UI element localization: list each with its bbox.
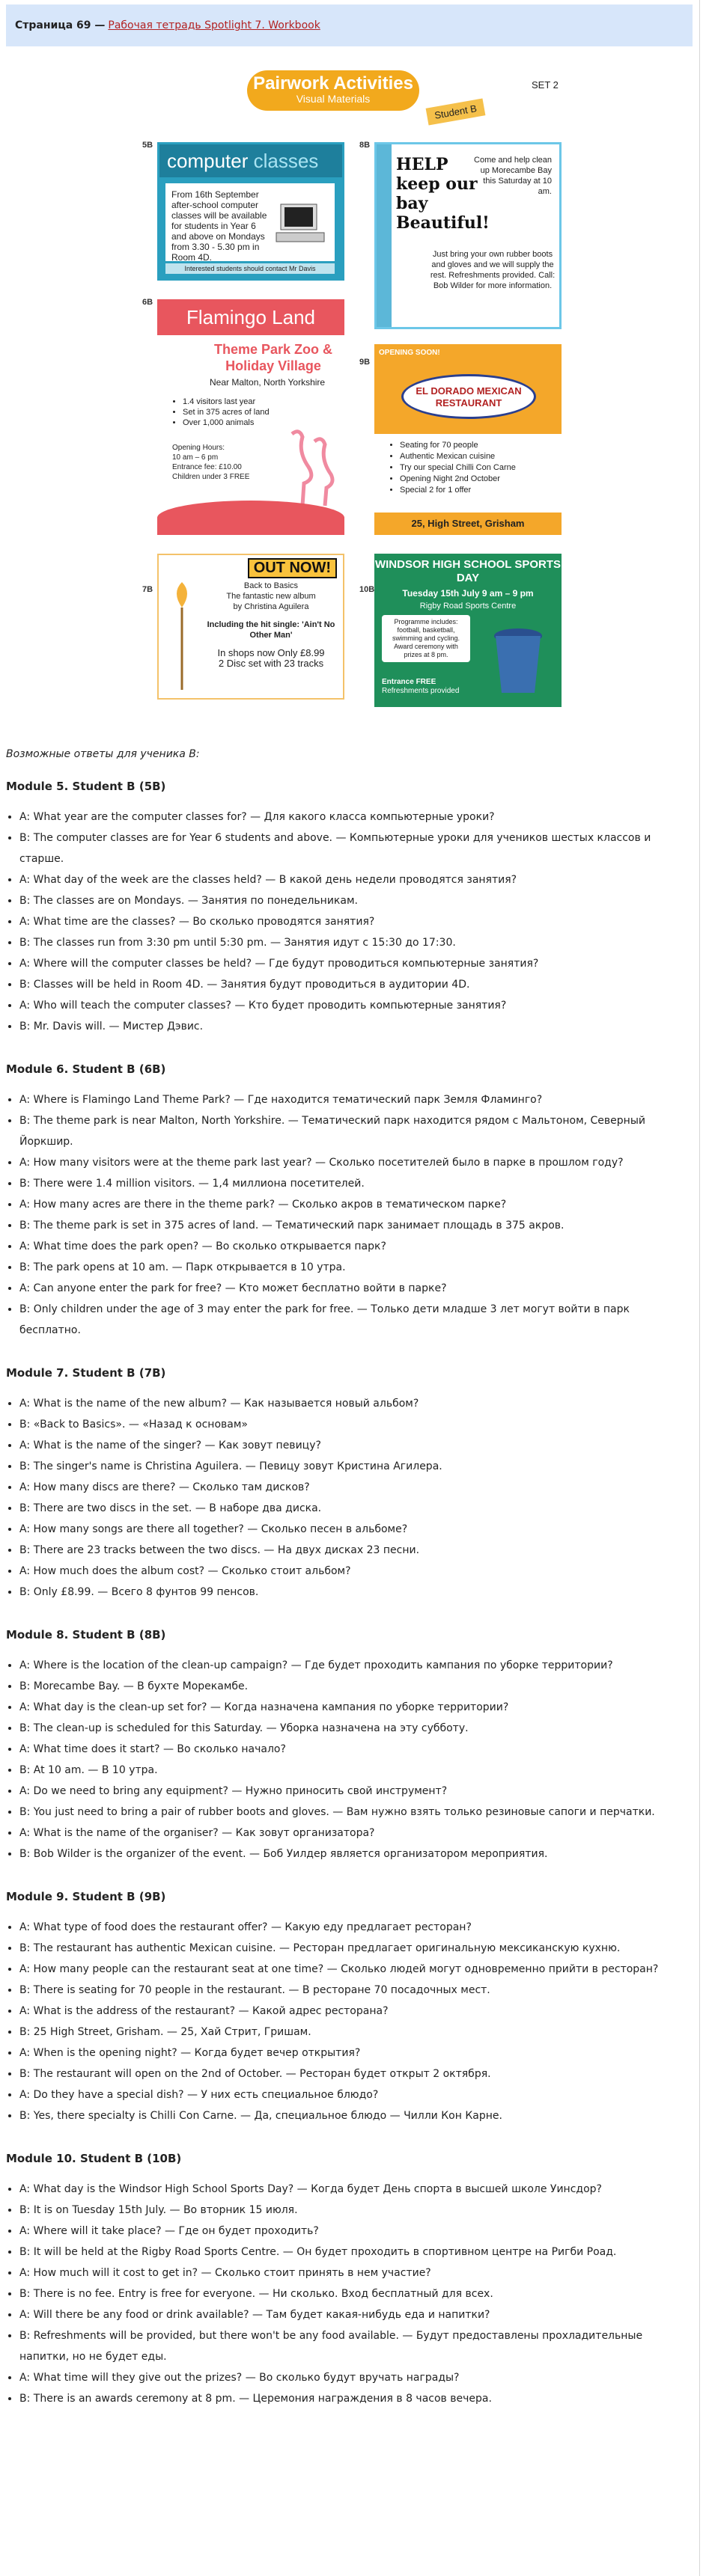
dialogue-english: A: How much will it cost to get in? —: [19, 2267, 215, 2279]
card-programme: Programme includes: football, basketball, swimming and cycling. Award ceremony with prizes at 8 pm.: [382, 615, 470, 662]
card-flamingo-land: [157, 299, 344, 535]
dialogue-line: [19, 1781, 684, 1802]
dialogue-english: A: Will there be any food or drink available? —: [19, 2309, 267, 2321]
dialogue-line: [19, 1278, 684, 1299]
dialogue-line: [19, 1194, 684, 1215]
dialogue-english: A: What day is the Windsor High School Sports Day? —: [19, 2183, 311, 2195]
dialogue-line: [19, 1435, 684, 1456]
dialogue-russian: Ни сколько. Вход бесплатный для всех.: [272, 2288, 493, 2300]
dialogue-russian: Когда будет День спорта в высшей школе Уинсдор?: [311, 2183, 602, 2195]
dialogue-line: [19, 2179, 684, 2200]
dialogue-english: B: Refreshments will be provided, but there won't be any food available. —: [19, 2330, 416, 2342]
dialogue-russian: В бухте Морекамбе.: [137, 1680, 249, 1692]
dialogue-line: [19, 995, 684, 1016]
dialogue-english: A: Can anyone enter the park for free? —: [19, 1282, 240, 1294]
album-line: Back to Basics: [243, 581, 299, 590]
dialogue-english: B: Only children under the age of 3 may enter the park for free. —: [19, 1303, 371, 1315]
dialogue-line: [19, 2200, 684, 2221]
dialogue-line: [19, 1299, 684, 1341]
dialogue-line: [19, 1236, 684, 1257]
dialogue-line: [19, 2001, 684, 2022]
dialogue-english: B: The classes are on Mondays. —: [19, 895, 202, 907]
dialogue-english: A: What is the name of the singer? —: [19, 1440, 219, 1451]
dialogue-english: B: The theme park is near Malton, North Yorkshire. —: [19, 1115, 302, 1127]
answers-section: [6, 748, 684, 2435]
dialogue-list: [6, 1917, 684, 2126]
worksheet-image: [127, 60, 576, 733]
album-info: [204, 581, 338, 669]
dialogue-english: A: How many acres are there in the theme park? —: [19, 1199, 292, 1211]
card-title: WINDSOR HIGH SCHOOL SPORTS DAY: [374, 558, 562, 584]
dialogue-line: [19, 1540, 684, 1561]
list-item: • Seating for 70 people: [400, 440, 516, 451]
dialogue-line: [19, 1739, 684, 1760]
module-block: [6, 1628, 684, 1864]
dialogue-russian: Всего 8 фунтов 99 пенсов.: [111, 1586, 259, 1598]
dialogue-english: B: You just need to bring a pair of rubber boots and gloves. —: [19, 1806, 347, 1818]
dialogue-english: B: There were 1.4 million visitors. —: [19, 1178, 213, 1190]
module-title: Module 10. Student B (10B): [6, 2152, 182, 2165]
dialogue-list: [6, 1089, 684, 1341]
dialogue-russian: Где он будет проходить?: [178, 2225, 319, 2237]
list-item: • Special 2 for 1 offer: [400, 485, 516, 496]
restaurant-address: 25, High Street, Grisham: [374, 513, 562, 535]
list-item: • Set in 375 acres of land: [183, 407, 270, 417]
dialogue-english: B: It is on Tuesday 15th July. —: [19, 2204, 183, 2216]
card-number-5b: 5B: [142, 141, 153, 150]
dialogue-line: [19, 2325, 684, 2367]
card-clean-up: [374, 142, 562, 329]
card-hours: [172, 443, 249, 482]
dialogue-line: [19, 1519, 684, 1540]
student-tag: Student B: [426, 98, 486, 125]
dialogue-line: [19, 2043, 684, 2063]
dialogue-line: [19, 1561, 684, 1582]
dialogue-russian: Сколько акров в тематическом парке?: [291, 1199, 507, 1211]
dialogue-english: A: How many visitors were at the theme park last year? —: [19, 1157, 329, 1169]
answers-intro: Возможные ответы для ученика B:: [6, 748, 200, 760]
dialogue-russian: В наборе два диска.: [209, 1502, 322, 1514]
dialogue-russian: Какую еду предлагает ресторан?: [285, 1921, 472, 1933]
list-item: • Try our special Chilli Con Carne: [400, 462, 516, 474]
page-header: [6, 4, 693, 46]
card-sports-day: [374, 554, 562, 707]
dialogue-line: [19, 1016, 684, 1037]
dialogue-english: A: What time will they give out the prizes? —: [19, 2372, 260, 2384]
module-title: Module 9. Student B (9B): [6, 1890, 166, 1903]
album-line: The fantastic new album: [226, 592, 316, 601]
card-date: Tuesday 15th July 9 am – 9 pm: [402, 588, 534, 599]
dialogue-russian: Где будут проводиться компьютерные занятия?: [268, 958, 539, 970]
dialogue-line: [19, 1152, 684, 1173]
card-number-10b: 10B: [359, 585, 375, 594]
dialogue-russian: Сколько песен в альбоме?: [261, 1523, 408, 1535]
dialogue-russian: Как называется новый альбом?: [243, 1398, 419, 1410]
dialogue-russian: Компьютерные уроки для учеников шестых классов и старше.: [19, 832, 651, 865]
set-label: SET 2: [532, 79, 559, 91]
dialogue-russian: Когда назначена кампания по уборке территории?: [224, 1701, 509, 1713]
dialogue-english: A: Where is Flamingo Land Theme Park? —: [19, 1094, 248, 1106]
dialogue-english: B: «Back to Basics». —: [19, 1419, 143, 1431]
dialogue-russian: Боб Уилдер является организатором мероприятия.: [263, 1848, 548, 1860]
list-item: • Opening Night 2nd October: [400, 474, 516, 485]
dialogue-line: [19, 1582, 684, 1603]
dialogue-russian: 25, Хай Стрит, Гришам.: [180, 2026, 311, 2038]
dialogue-line: [19, 1697, 684, 1718]
computer-icon: [273, 203, 329, 245]
card-bottom-shape: [157, 501, 344, 535]
dialogue-english: A: What time does the park open? —: [19, 1240, 216, 1252]
out-now-badge: OUT NOW!: [248, 558, 337, 578]
dialogue-russian: В 10 утра.: [101, 1764, 158, 1776]
dialogue-line: [19, 2022, 684, 2043]
dialogue-line: [19, 2105, 684, 2126]
dialogue-line: [19, 1917, 684, 1938]
dialogue-line: [19, 2242, 684, 2263]
card-restaurant: [374, 344, 562, 535]
hours-line: Opening Hours:: [172, 444, 225, 452]
card-footer: Interested students should contact Mr Davis: [165, 263, 335, 274]
dialogue-english: B: The theme park is set in 375 acres of land. —: [19, 1220, 276, 1232]
dialogue-russian: Церемония награждения в 8 часов вечера.: [252, 2393, 492, 2405]
dialogue-russian: Сколько стоит принять в нем участие?: [214, 2267, 431, 2279]
dialogue-line: [19, 1980, 684, 2001]
dialogue-russian: Мистер Дэвис.: [122, 1021, 204, 1032]
dialogue-line: [19, 807, 684, 827]
dialogue-english: A: How many songs are there all together? —: [19, 1523, 261, 1535]
dialogue-english: A: What is the address of the restaurant? —: [19, 2005, 252, 2017]
dialogue-russian: Во сколько начало?: [177, 1743, 286, 1755]
dialogue-english: A: Do they have a special dish? —: [19, 2089, 201, 2101]
dialogue-line: [19, 1676, 684, 1697]
dialogue-english: B: The restaurant will open on the 2nd of October. —: [19, 2068, 300, 2080]
dialogue-line: [19, 869, 684, 890]
dialogue-russian: Будут предоставлены прохладительные напитки, но не будет еды.: [19, 2330, 643, 2363]
album-discs: 2 Disc set with 23 tracks: [218, 658, 324, 669]
dialogue-english: A: What time does it start? —: [19, 1743, 177, 1755]
dialogue-line: [19, 1938, 684, 1959]
flower-icon: [163, 578, 201, 690]
dialogue-english: A: Who will teach the computer classes? —: [19, 1000, 249, 1012]
dialogue-line: [19, 1089, 684, 1110]
dialogue-line: [19, 1655, 684, 1676]
dialogue-english: A: Where will it take place? —: [19, 2225, 179, 2237]
dialogue-line: [19, 1173, 684, 1194]
dialogue-line: [19, 953, 684, 974]
dialogue-line: [19, 1802, 684, 1823]
dialogue-line: [19, 2221, 684, 2242]
page-number: Страница 69 —: [15, 19, 106, 31]
dialogue-russian: Занятия идут с 15:30 до 17:30.: [284, 937, 456, 949]
dialogue-russian: Кто может бесплатно войти в парке?: [239, 1282, 447, 1294]
dialogue-english: B: At 10 am. —: [19, 1764, 102, 1776]
dialogue-russian: Да, специальное блюдо — Чилли Кон Карне.: [254, 2110, 502, 2122]
dialogue-russian: Уборка назначена на эту субботу.: [280, 1722, 469, 1734]
dialogue-english: A: What year are the computer classes for? —: [19, 811, 264, 823]
module-block: [6, 780, 684, 1037]
dialogue-russian: Когда будет вечер открытия?: [194, 2047, 361, 2059]
dialogue-line: [19, 2263, 684, 2283]
dialogue-russian: Ресторан будет открыт 2 октября.: [299, 2068, 491, 2080]
dialogue-english: A: What day of the week are the classes held? —: [19, 874, 279, 886]
card-facts: [389, 440, 516, 496]
dialogue-english: B: It will be held at the Rigby Road Sports Centre. —: [19, 2246, 297, 2258]
dialogue-russian: Ресторан предлагает оригинальную мексиканскую кухню.: [293, 1942, 621, 1954]
list-item: • 1.4 visitors last year: [183, 397, 270, 407]
card-mid-text: Just bring your own rubber boots and gloves and we will supply the rest. Refreshments provided. Call: Bob Wilder for more information.: [430, 250, 556, 290]
dialogue-line: [19, 1414, 684, 1435]
dialogue-line: [19, 1823, 684, 1844]
dialogue-english: A: What time are the classes? —: [19, 916, 193, 928]
worksheet-title-badge: [247, 70, 419, 111]
dialogue-russian: Парк открывается в 10 утра.: [186, 1261, 346, 1273]
dialogue-russian: Где будет проходить кампания по уборке территории?: [305, 1659, 613, 1671]
dialogue-english: B: 25 High Street, Grisham. —: [19, 2026, 181, 2038]
module-block: [6, 1366, 684, 1603]
card-facts: [172, 397, 270, 428]
module-title: Module 5. Student B (5B): [6, 780, 166, 793]
dialogue-list: [6, 2179, 684, 2409]
dialogue-line: [19, 1959, 684, 1980]
dialogue-english: B: Mr. Davis will. —: [19, 1021, 123, 1032]
album-line: by Christina Aguilera: [233, 602, 309, 611]
card-location: Near Malton, North Yorkshire: [210, 377, 326, 388]
dialogue-russian: Сколько людей могут одновременно прийти в ресторан?: [341, 1963, 659, 1975]
dialogue-line: [19, 1477, 684, 1498]
dialogue-russian: Тематический парк находится рядом с Мальтоном, Северный Йоркшир.: [19, 1115, 645, 1148]
card-number-8b: 8B: [359, 141, 371, 150]
dialogue-russian: Занятия будут проводиться в аудитории 4D.: [220, 979, 470, 991]
modules-list: [6, 780, 684, 2409]
hours-line: Children under 3 FREE: [172, 473, 250, 481]
dialogue-english: A: What is the name of the organiser? —: [19, 1827, 236, 1839]
dialogue-english: A: What is the name of the new album? —: [19, 1398, 244, 1410]
dialogue-russian: Где находится тематический парк Земля Фламинго?: [247, 1094, 543, 1106]
dialogue-russian: Тематический парк занимает площадь в 375 акров.: [276, 1220, 565, 1232]
card-title: Flamingo Land: [157, 299, 344, 335]
dialogue-russian: В какой день недели проводятся занятия?: [279, 874, 517, 886]
card-subtitle: Theme Park Zoo & Holiday Village: [213, 342, 333, 373]
dialogue-russian: Как зовут организатора?: [235, 1827, 375, 1839]
album-single: Including the hit single: 'Ain't No Other Man': [207, 620, 335, 640]
flamingo-icon: [270, 426, 337, 509]
dialogue-line: [19, 932, 684, 953]
dialogue-russian: Сколько стоит альбом?: [221, 1565, 351, 1577]
dialogue-english: B: The clean-up is scheduled for this Saturday. —: [19, 1722, 281, 1734]
dialogue-russian: Нужно приносить свой инструмент?: [245, 1785, 448, 1797]
dialogue-line: [19, 1844, 684, 1864]
card-computer-classes: [157, 142, 344, 281]
module-title: Module 8. Student B (8B): [6, 1628, 166, 1642]
dialogue-line: [19, 1498, 684, 1519]
card-place: Rigby Road Sports Centre: [419, 602, 517, 611]
dialogue-russian: Там будет какая-нибудь еда и напитки?: [266, 2309, 490, 2321]
dialogue-line: [19, 1257, 684, 1278]
dialogue-english: A: How much does the album cost? —: [19, 1565, 222, 1577]
dialogue-english: B: Yes, there specialty is Chilli Con Carne. —: [19, 2110, 255, 2122]
dialogue-english: B: The computer classes are for Year 6 students and above. —: [19, 832, 350, 844]
dialogue-russian: На двух дисках 23 песни.: [277, 1544, 420, 1556]
dialogue-line: [19, 1718, 684, 1739]
dialogue-russian: В ресторане 70 посадочных мест.: [302, 1984, 490, 1996]
dialogue-line: [19, 2283, 684, 2304]
card-top: [374, 344, 562, 434]
dialogue-english: B: Morecambe Bay. —: [19, 1680, 138, 1692]
dialogue-line: [19, 2304, 684, 2325]
list-item: • Over 1,000 animals: [183, 417, 270, 428]
module-title: Module 6. Student B (6B): [6, 1062, 166, 1076]
worksheet-subtitle: Visual Materials: [296, 93, 371, 105]
dialogue-english: A: Do we need to bring any equipment? —: [19, 1785, 246, 1797]
dialogue-line: [19, 1215, 684, 1236]
opening-soon: OPENING SOON!: [379, 349, 440, 357]
dialogue-english: B: Only £8.99. —: [19, 1586, 112, 1598]
dialogue-russian: Во сколько открывается парк?: [216, 1240, 386, 1252]
dialogue-russian: Сколько посетителей было в парке в прошлом году?: [329, 1157, 624, 1169]
dialogue-russian: Только дети младше 3 лет могут войти в парк бесплатно.: [19, 1303, 630, 1336]
card-body: [165, 183, 335, 261]
dialogue-english: B: Bob Wilder is the organizer of the event. —: [19, 1848, 264, 1860]
dialogue-list: [6, 807, 684, 1037]
dialogue-russian: Кто будет проводить компьютерные занятия?: [248, 1000, 507, 1012]
dialogue-english: B: There is an awards ceremony at 8 pm. —: [19, 2393, 253, 2405]
dialogue-russian: Во сколько будут вручать награды?: [259, 2372, 460, 2384]
card-strip: [377, 144, 392, 327]
hours-line: Entrance fee: £10.00: [172, 463, 242, 471]
card-title-b: classes: [253, 150, 319, 172]
dialogue-russian: У них есть специальное блюдо?: [201, 2089, 379, 2101]
dialogue-russian: Для какого класса компьютерные уроки?: [264, 811, 495, 823]
dialogue-russian: «Назад к основам»: [142, 1419, 248, 1431]
dialogue-russian: Занятия по понедельникам.: [201, 895, 358, 907]
dialogue-english: B: There are 23 tracks between the two discs. —: [19, 1544, 278, 1556]
dialogue-russian: Какой адрес ресторана?: [252, 2005, 389, 2017]
dialogue-list: [6, 1393, 684, 1603]
dialogue-english: B: There are two discs in the set. —: [19, 1502, 210, 1514]
dialogue-english: A: What type of food does the restaurant offer? —: [19, 1921, 285, 1933]
card-fee: [382, 678, 459, 696]
dialogue-russian: Сколько там дисков?: [192, 1481, 310, 1493]
dialogue-line: [19, 1393, 684, 1414]
module-block: [6, 2152, 684, 2409]
dialogue-line: [19, 1110, 684, 1152]
dialogue-russian: 1,4 миллиона посетителей.: [212, 1178, 365, 1190]
album-price: In shops now Only £8.99: [217, 647, 325, 658]
bucket-icon: [488, 621, 548, 696]
restaurant-name: EL DORADO MEXICAN RESTAURANT: [401, 374, 536, 419]
dialogue-english: A: Where will the computer classes be held? —: [19, 958, 269, 970]
dialogue-english: B: There is no fee. Entry is free for everyone. —: [19, 2288, 273, 2300]
dialogue-english: A: How many discs are there? —: [19, 1481, 193, 1493]
dialogue-list: [6, 1655, 684, 1864]
dialogue-english: B: There is seating for 70 people in the restaurant. —: [19, 1984, 302, 1996]
module-block: [6, 1062, 684, 1341]
fee-line: Refreshments provided: [382, 687, 460, 695]
list-item: • Authentic Mexican cuisine: [400, 451, 516, 462]
dialogue-russian: Как зовут певицу?: [218, 1440, 321, 1451]
dialogue-english: A: What day is the clean-up set for? —: [19, 1701, 225, 1713]
dialogue-english: A: How many people can the restaurant seat at one time? —: [19, 1963, 341, 1975]
dialogue-line: [19, 827, 684, 869]
card-headline: HELP keep our bay Beautiful!: [396, 155, 490, 233]
card-number-6b: 6B: [142, 298, 153, 307]
hours-line: 10 am – 6 pm: [172, 453, 219, 462]
dialogue-russian: Он будет проходить в спортивном центре на Ригби Роад.: [296, 2246, 617, 2258]
dialogue-line: [19, 1456, 684, 1477]
dialogue-english: A: When is the opening night? —: [19, 2047, 195, 2059]
dialogue-line: [19, 890, 684, 911]
right-divider: [699, 0, 700, 2576]
dialogue-line: [19, 1760, 684, 1781]
card-album: [157, 554, 344, 700]
dialogue-english: B: The singer's name is Christina Aguilera. —: [19, 1460, 260, 1472]
worksheet-title: Pairwork Activities: [253, 73, 413, 94]
dialogue-russian: Во вторник 15 июля.: [183, 2204, 298, 2216]
dialogue-russian: Во сколько проводятся занятия?: [192, 916, 375, 928]
dialogue-line: [19, 2388, 684, 2409]
dialogue-line: [19, 2063, 684, 2084]
card-text: From 16th September after-school computer classes will be available for students in Year 6 and above on Mondays from 3.30 - 5.30 pm in Room 4D.: [171, 189, 267, 263]
fee-line: Entrance FREE: [382, 678, 436, 686]
dialogue-russian: Певицу зовут Кристина Агилера.: [259, 1460, 442, 1472]
dialogue-line: [19, 911, 684, 932]
card-title: [159, 144, 342, 177]
dialogue-line: [19, 2084, 684, 2105]
module-block: [6, 1890, 684, 2126]
dialogue-english: B: The restaurant has authentic Mexican cuisine. —: [19, 1942, 293, 1954]
dialogue-english: A: Where is the location of the clean-up campaign? —: [19, 1659, 305, 1671]
dialogue-english: B: The park opens at 10 am. —: [19, 1261, 186, 1273]
dialogue-english: B: Classes will be held in Room 4D. —: [19, 979, 221, 991]
card-right-text: Come and help clean up Morecambe Bay this Saturday at 10 am.: [474, 156, 552, 196]
card-number-9b: 9B: [359, 358, 371, 367]
card-number-7b: 7B: [142, 585, 153, 594]
card-title-a: computer: [167, 150, 254, 172]
dialogue-english: B: The classes run from 3:30 pm until 5:30 pm. —: [19, 937, 285, 949]
dialogue-line: [19, 974, 684, 995]
module-title: Module 7. Student B (7B): [6, 1366, 166, 1380]
dialogue-line: [19, 2367, 684, 2388]
dialogue-russian: Вам нужно взять только резиновые сапоги и перчатки.: [346, 1806, 655, 1818]
workbook-link[interactable]: Рабочая тетрадь Spotlight 7. Workbook: [108, 19, 320, 31]
